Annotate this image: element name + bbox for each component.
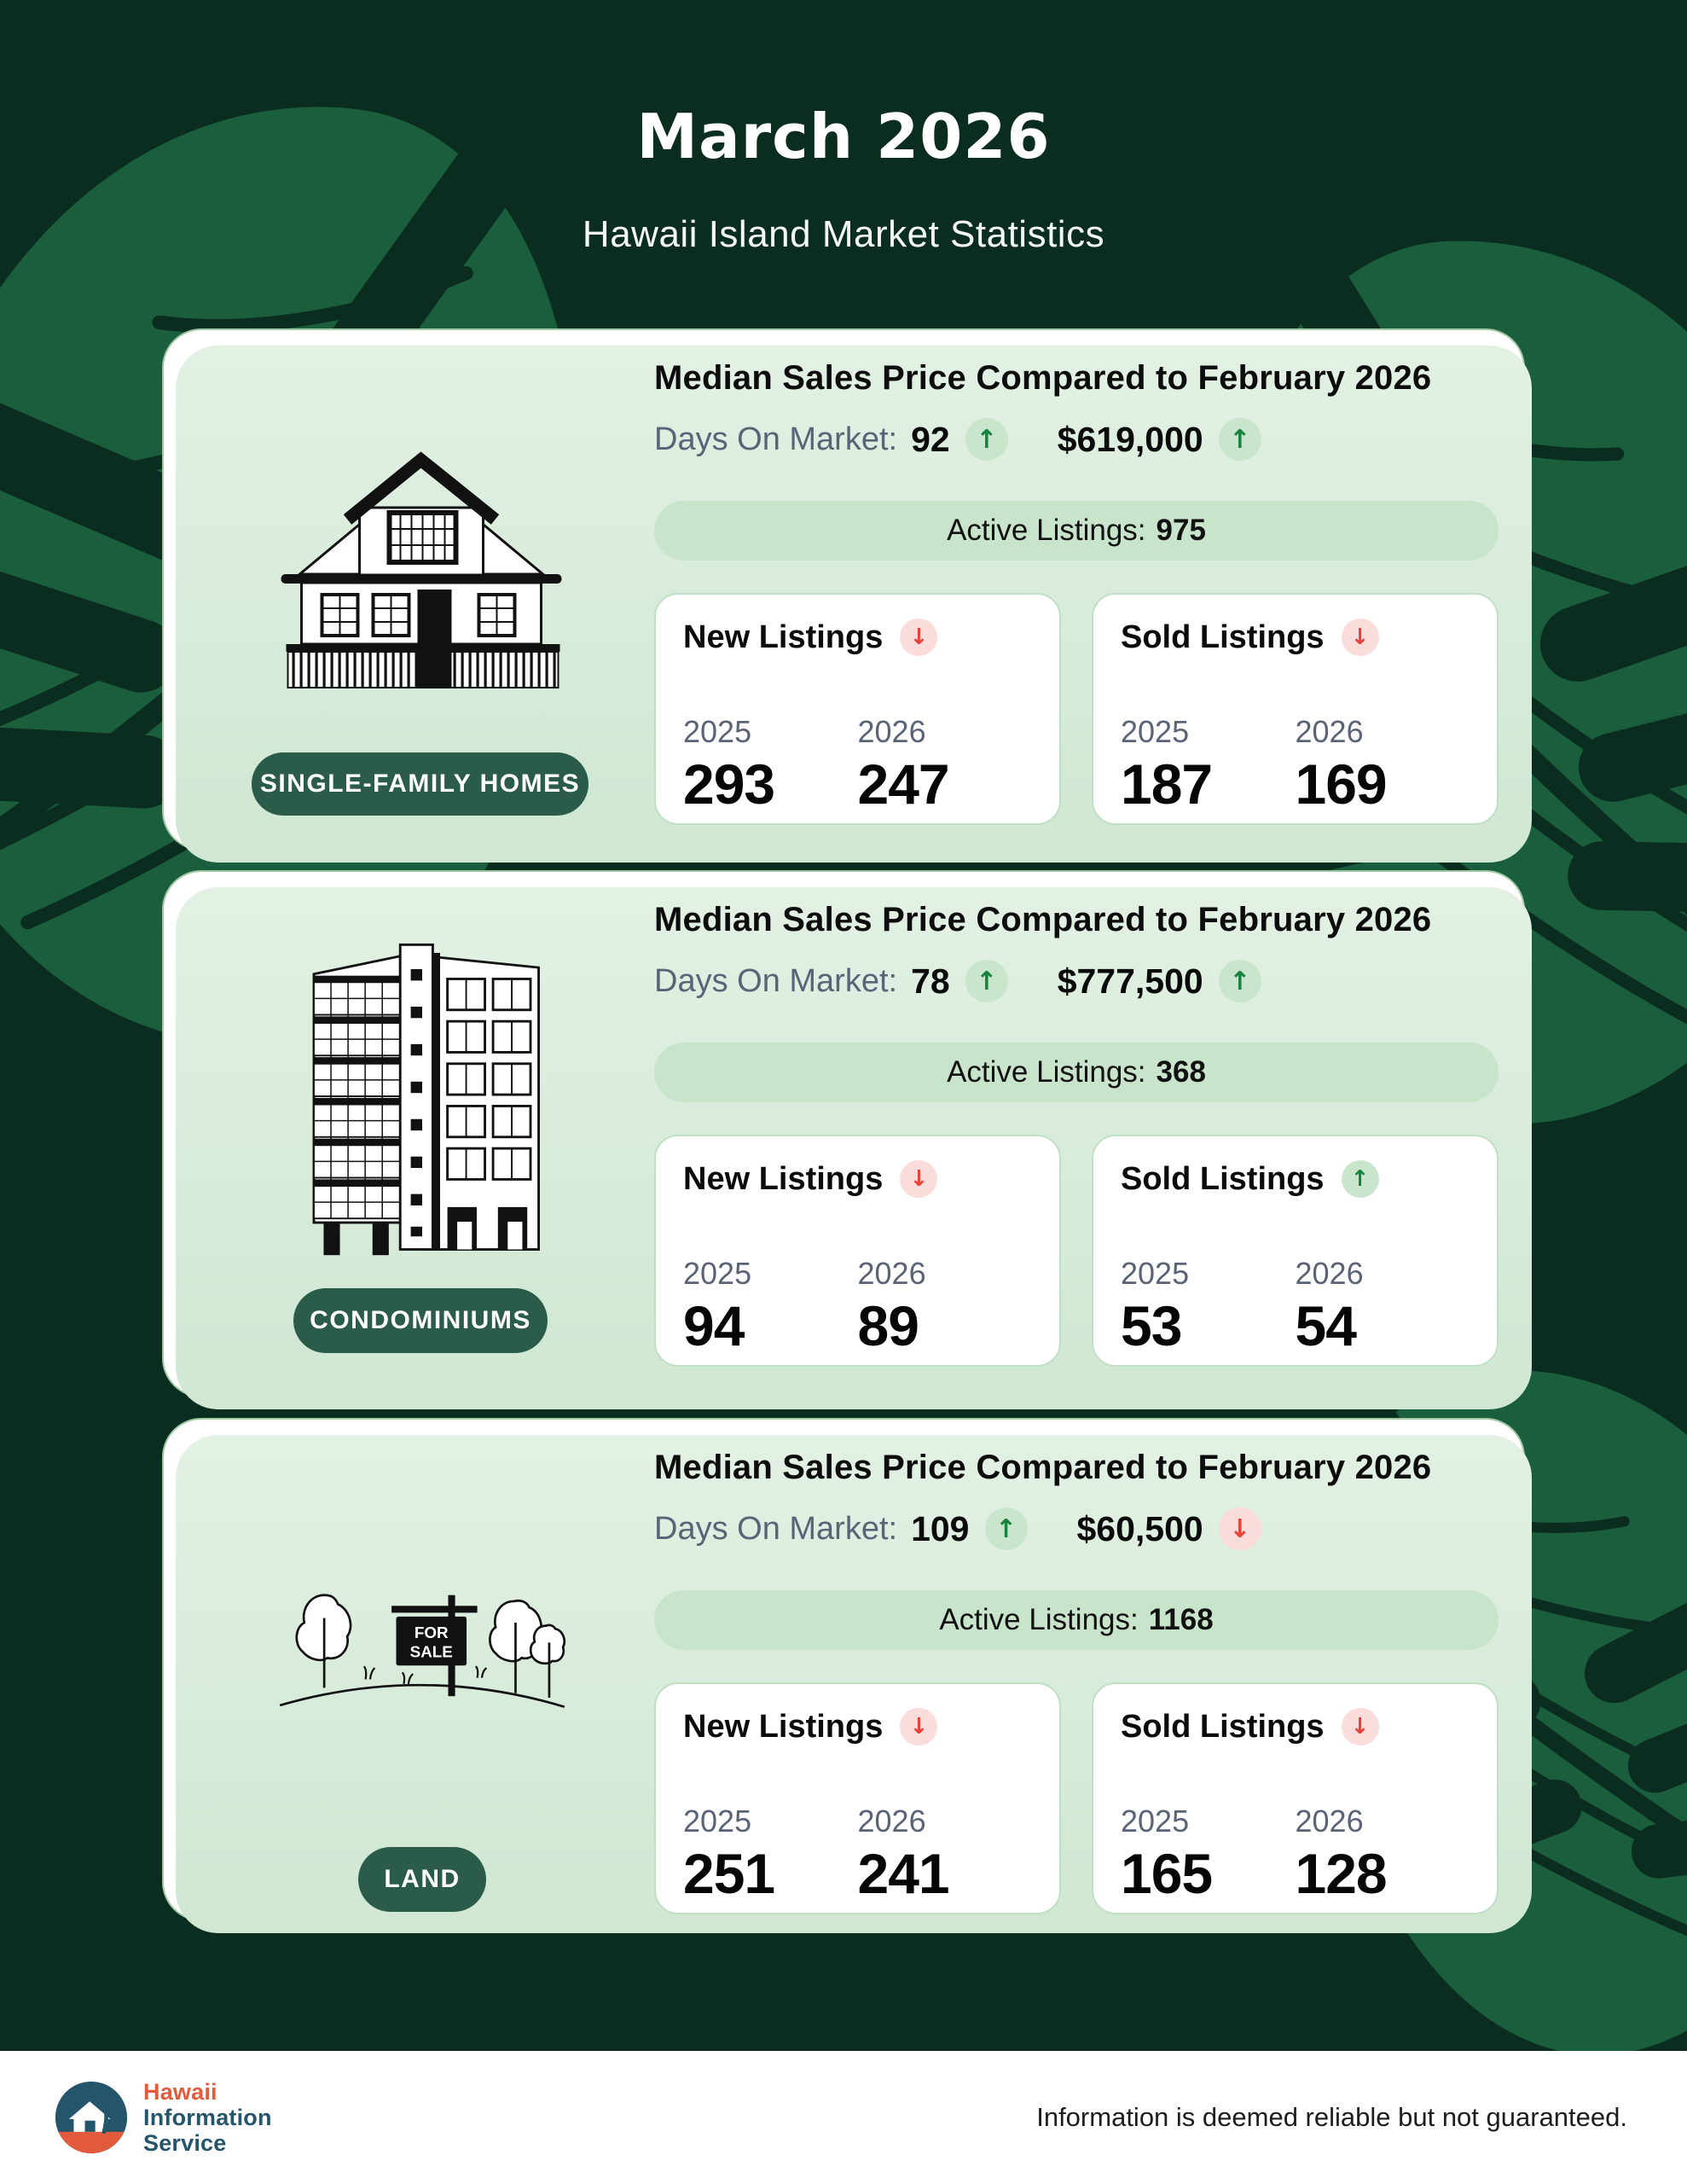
- median-title: Median Sales Price Compared to February 2026: [654, 901, 1432, 938]
- new-listings-2025-value: 94: [683, 1294, 745, 1357]
- active-listings-pill: [654, 1043, 1499, 1102]
- trend-icon: ↑: [1219, 418, 1261, 461]
- trend-icon: ↑: [1342, 1160, 1379, 1198]
- category-pill: [293, 1288, 548, 1353]
- new-listings-2025-value: 293: [683, 752, 775, 816]
- days-on-market-value: 78: [911, 961, 950, 1001]
- days-on-market-row: [654, 957, 1261, 1005]
- year-label: 2025: [1121, 1256, 1190, 1291]
- listings-boxes: [654, 1682, 1499, 1914]
- days-on-market-value: 92: [911, 419, 950, 459]
- active-listings-value: 1168: [1148, 1603, 1214, 1636]
- new-listings-2026-value: 241: [857, 1842, 949, 1905]
- days-on-market-row: [654, 1505, 1261, 1553]
- single-family-homes-card: [162, 328, 1525, 851]
- year-label: 2025: [683, 1256, 752, 1291]
- category-label: CONDOMINIUMS: [310, 1306, 531, 1334]
- year-label: 2025: [683, 714, 752, 749]
- category-label: LAND: [384, 1865, 461, 1893]
- active-listings-label: Active Listings:: [947, 1055, 1146, 1089]
- trend-icon: ↓: [1342, 619, 1379, 656]
- new-listings-box: [654, 1135, 1061, 1367]
- new-listings-label: New Listings: [683, 1708, 884, 1745]
- trend-icon: ↓: [900, 619, 937, 656]
- active-listings-value: 368: [1156, 1055, 1206, 1089]
- new-listings-label: New Listings: [683, 619, 884, 655]
- median-price-value: $60,500: [1076, 1508, 1203, 1548]
- year-label: 2026: [857, 714, 926, 749]
- trend-icon: ↑: [965, 418, 1008, 461]
- year-label: 2026: [857, 1256, 926, 1291]
- days-on-market-value: 109: [911, 1508, 970, 1548]
- median-price-value: $619,000: [1057, 419, 1203, 459]
- disclaimer-text: Information is deemed reliable but not guaranteed.: [1036, 2102, 1627, 2132]
- active-listings-pill: [654, 1590, 1499, 1650]
- trend-icon: ↓: [900, 1708, 937, 1745]
- sold-listings-label: Sold Listings: [1121, 619, 1325, 655]
- sold-listings-box: [1092, 593, 1499, 825]
- sold-listings-2026-value: 54: [1295, 1294, 1356, 1357]
- year-label: 2026: [1295, 1804, 1364, 1838]
- trend-icon: ↑: [1219, 960, 1261, 1002]
- year-label: 2026: [857, 1804, 926, 1838]
- year-label: 2026: [1295, 714, 1364, 749]
- year-label: 2025: [683, 1804, 752, 1838]
- year-label: 2025: [1121, 1804, 1190, 1838]
- sold-listings-2025-value: 187: [1121, 752, 1213, 816]
- logo-word-information: Information: [143, 2104, 272, 2130]
- house-icon: [273, 448, 570, 695]
- logo-wordmark: [143, 2079, 272, 2157]
- median-title: Median Sales Price Compared to February 2026: [654, 359, 1432, 397]
- new-listings-2026-value: 247: [857, 752, 949, 816]
- days-on-market-label: Days On Market:: [654, 1510, 898, 1547]
- for-sale-sign-line2: SALE: [409, 1642, 453, 1661]
- condominiums-card: [162, 870, 1525, 1397]
- median-price-value: $777,500: [1057, 961, 1203, 1001]
- new-listings-2026-value: 89: [857, 1294, 919, 1357]
- year-label: 2025: [1121, 714, 1190, 749]
- sold-listings-box: [1092, 1135, 1499, 1367]
- median-title: Median Sales Price Compared to February 2026: [654, 1449, 1432, 1486]
- sold-listings-2025-value: 165: [1121, 1842, 1213, 1905]
- page-subtitle: Hawaii Island Market Statistics: [582, 213, 1105, 255]
- sold-listings-2026-value: 169: [1295, 752, 1387, 816]
- days-on-market-label: Days On Market:: [654, 421, 898, 457]
- land-for-sale-icon: [264, 1578, 580, 1720]
- new-listings-label: New Listings: [683, 1160, 884, 1197]
- footer: [0, 2051, 1687, 2184]
- active-listings-value: 975: [1156, 514, 1206, 547]
- year-label: 2026: [1295, 1256, 1364, 1291]
- trend-icon: ↓: [1219, 1507, 1261, 1550]
- trend-icon: ↑: [985, 1507, 1028, 1550]
- hawaii-information-service-logo: [55, 2079, 272, 2157]
- trend-icon: ↓: [900, 1160, 937, 1198]
- active-listings-label: Active Listings:: [939, 1603, 1139, 1636]
- trend-icon: ↑: [965, 960, 1008, 1002]
- logo-icon: [55, 2081, 128, 2154]
- land-card: [162, 1418, 1525, 1921]
- listings-boxes: [654, 1135, 1499, 1367]
- trend-icon: ↓: [1342, 1708, 1379, 1745]
- condo-building-icon: [299, 933, 546, 1259]
- days-on-market-row: [654, 415, 1261, 463]
- sold-listings-2026-value: 128: [1295, 1842, 1387, 1905]
- listings-boxes: [654, 593, 1499, 825]
- new-listings-2025-value: 251: [683, 1842, 775, 1905]
- page-title: March 2026: [636, 101, 1051, 172]
- sold-listings-box: [1092, 1682, 1499, 1914]
- category-label: SINGLE-FAMILY HOMES: [259, 770, 581, 798]
- sold-listings-2025-value: 53: [1121, 1294, 1182, 1357]
- logo-word-hawaii: Hawaii: [143, 2078, 217, 2105]
- sold-listings-label: Sold Listings: [1121, 1708, 1325, 1745]
- for-sale-sign-line1: FOR: [414, 1623, 449, 1641]
- new-listings-box: [654, 593, 1061, 825]
- active-listings-pill: [654, 501, 1499, 561]
- new-listings-box: [654, 1682, 1061, 1914]
- sold-listings-label: Sold Listings: [1121, 1160, 1325, 1197]
- category-pill: [252, 752, 588, 816]
- logo-word-service: Service: [143, 2130, 227, 2157]
- active-listings-label: Active Listings:: [947, 514, 1146, 547]
- days-on-market-label: Days On Market:: [654, 962, 898, 999]
- category-pill: [358, 1847, 486, 1912]
